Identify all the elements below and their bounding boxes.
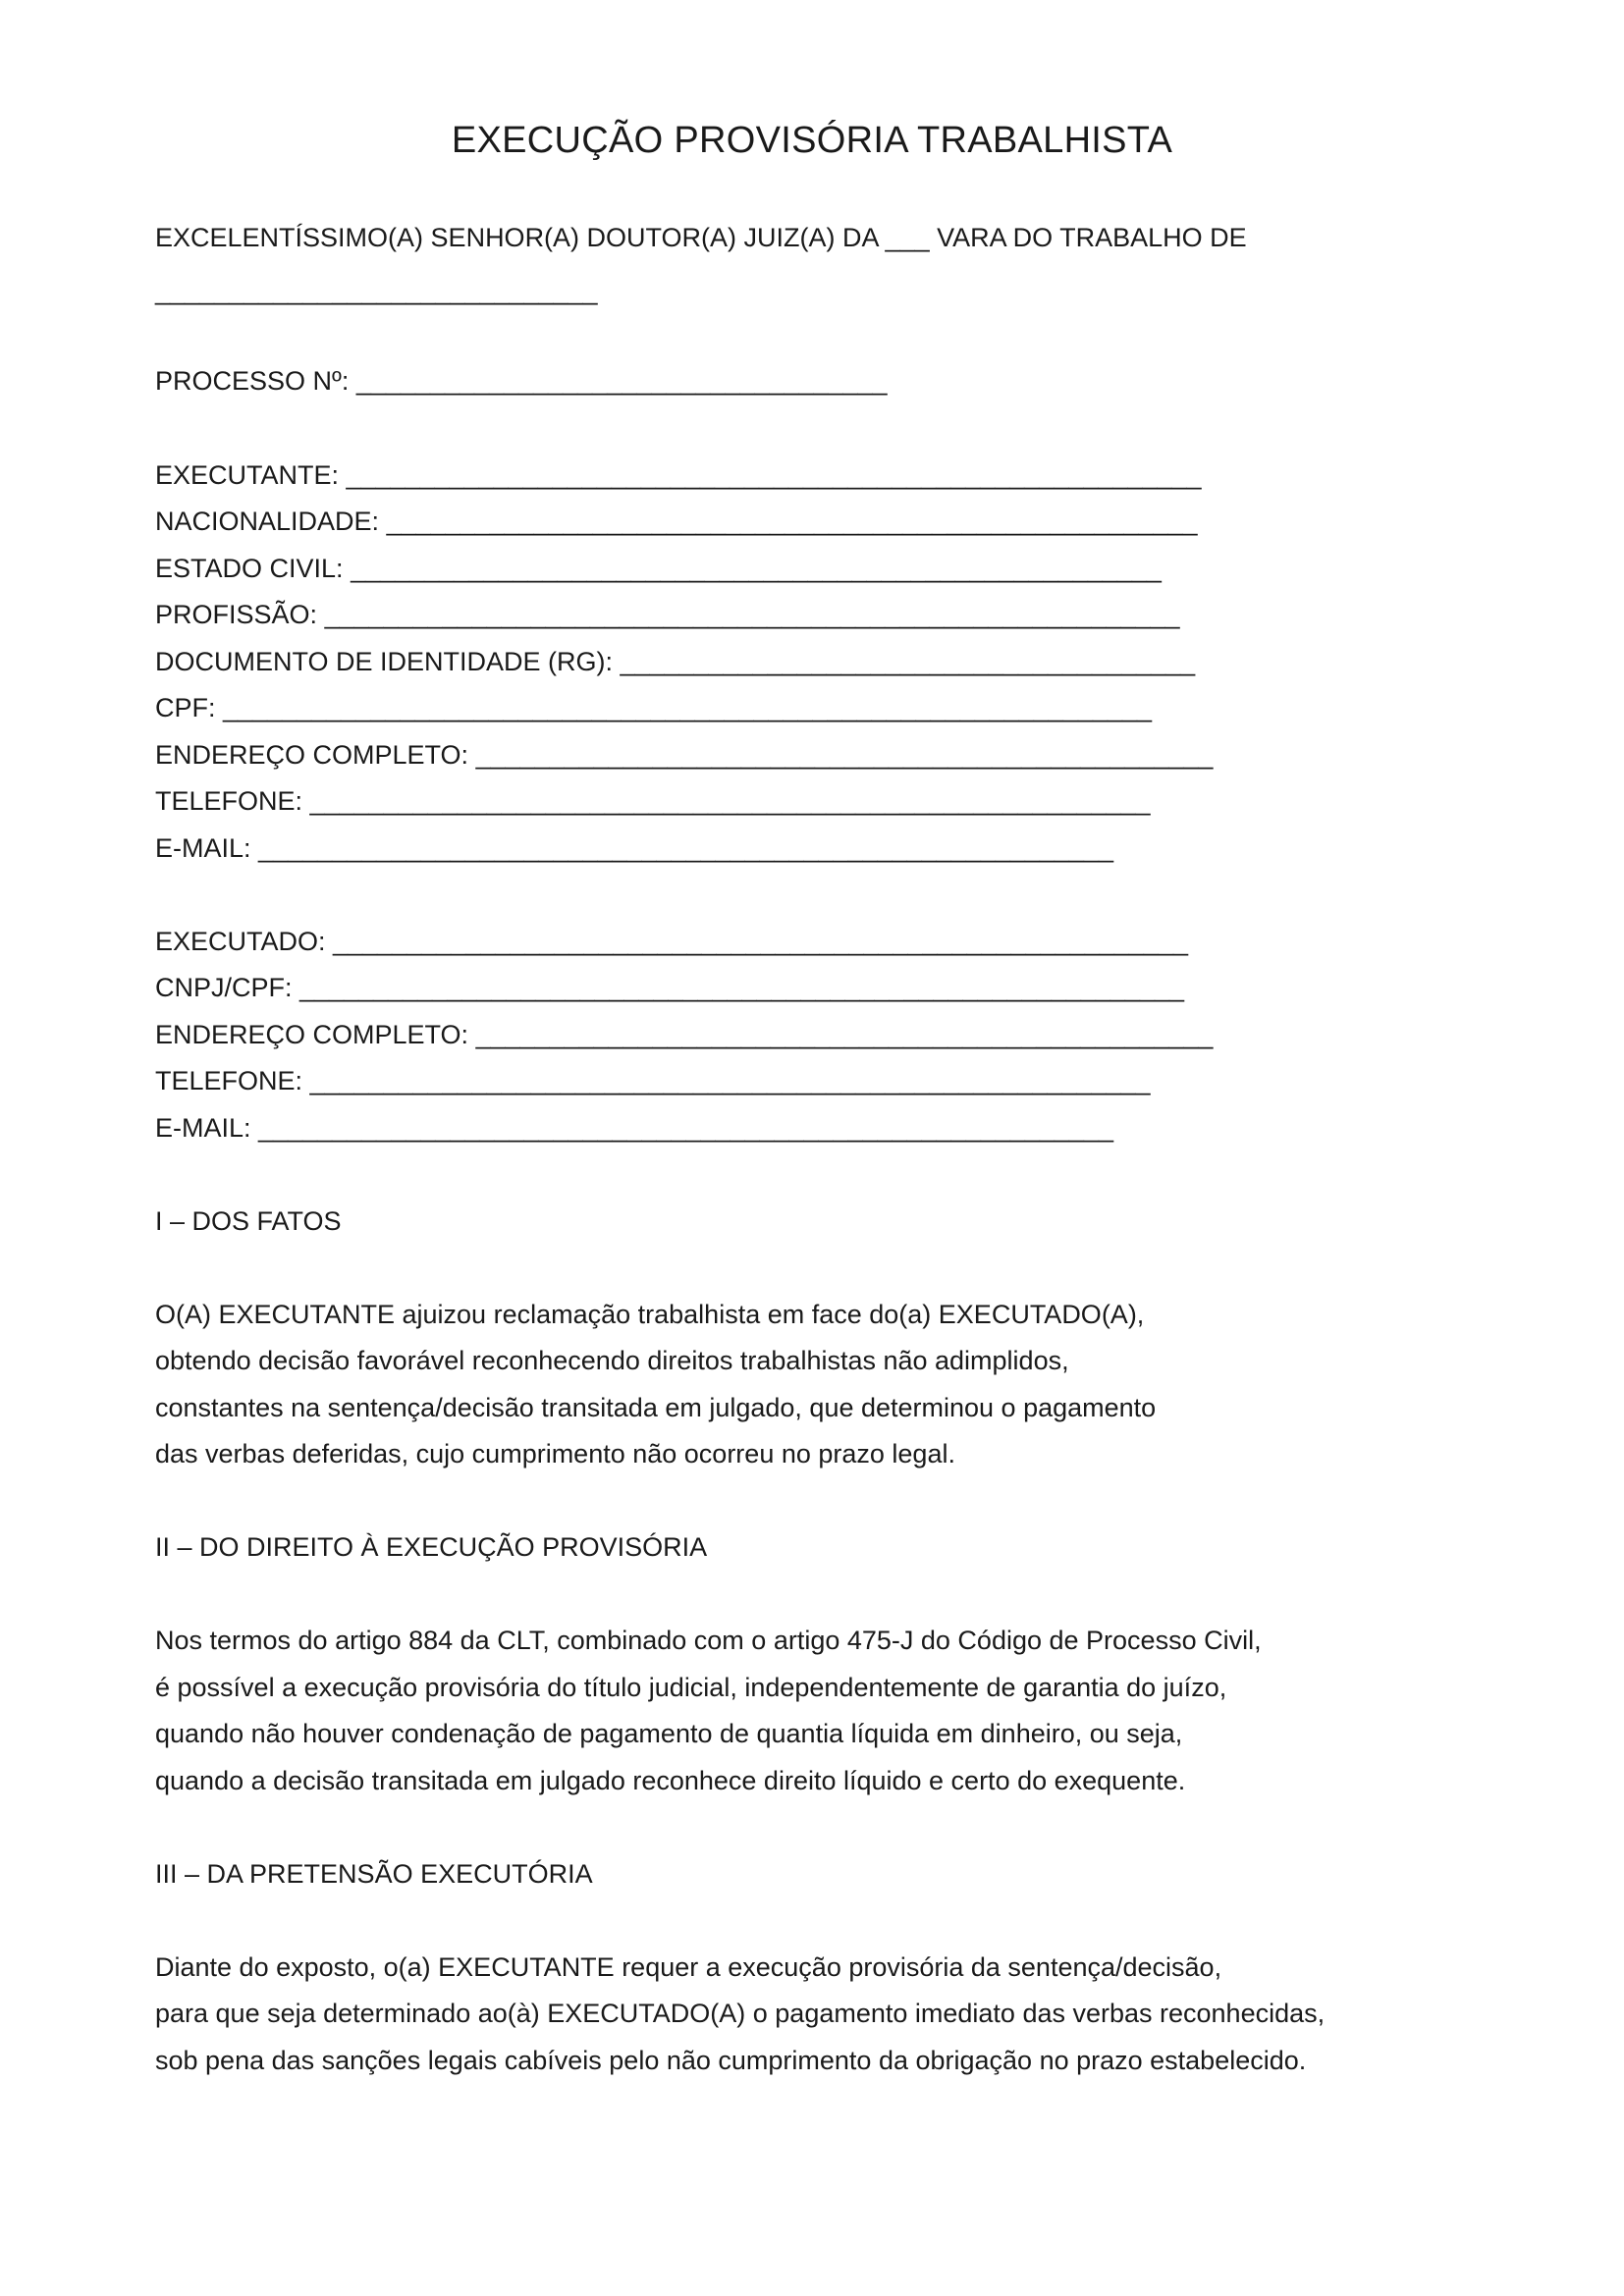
addressee-blank-line: ______________________________ <box>155 276 598 305</box>
field-blank: __________________________________________________ <box>475 740 1214 770</box>
field-blank: ____________________________________________________________ <box>299 973 1184 1002</box>
field-blank: _________________________________________________________ <box>309 786 1151 816</box>
field-label: E-MAIL: <box>155 1113 251 1143</box>
field-blank: __________________________________________________________ <box>258 1113 1113 1143</box>
field-blank: __________________________________________________________ <box>258 833 1113 863</box>
profissao-field <box>155 597 1180 632</box>
field-blank: __________________________________________________________ <box>333 927 1188 956</box>
executado-email-field <box>155 1110 1113 1146</box>
executante-field <box>155 457 1201 493</box>
estado-civil-field <box>155 551 1162 586</box>
field-blank: _______________________________________________________ <box>351 554 1162 583</box>
paragraph-line: sob pena das sanções legais cabíveis pelo não cumprimento da obrigação no prazo estabelecido. <box>155 2046 1307 2075</box>
field-label: TELEFONE: <box>155 1066 303 1095</box>
processo-field <box>155 363 888 399</box>
executado-telefone-field <box>155 1063 1150 1098</box>
nacionalidade-field <box>155 504 1197 539</box>
executante-telefone-field <box>155 783 1150 819</box>
field-label: PROFISSÃO: <box>155 600 318 629</box>
cnpj-cpf-field <box>155 970 1184 1005</box>
paragraph-line: O(A) EXECUTANTE ajuizou reclamação trabalhista em face do(a) EXECUTADO(A), <box>155 1300 1145 1329</box>
paragraph-line: quando a decisão transitada em julgado reconhece direito líquido e certo do exequente. <box>155 1766 1186 1795</box>
paragraph-line: constantes na sentença/decisão transitada em julgado, que determinou o pagamento <box>155 1393 1157 1422</box>
section-heading-direito: II – DO DIREITO À EXECUÇÃO PROVISÓRIA <box>155 1532 708 1562</box>
field-label: ESTADO CIVIL: <box>155 554 344 583</box>
field-label: PROCESSO Nº: <box>155 366 350 396</box>
cpf-field <box>155 690 1152 725</box>
rg-field <box>155 644 1195 679</box>
paragraph-line: é possível a execução provisória do título judicial, independentemente de garantia do juízo, <box>155 1673 1227 1702</box>
executante-email-field <box>155 830 1113 866</box>
paragraph-line: Diante do exposto, o(a) EXECUTANTE requer a execução provisória da sentença/decisão, <box>155 1952 1222 1982</box>
field-label: TELEFONE: <box>155 786 303 816</box>
field-blank: ____________________________________ <box>355 366 888 396</box>
field-blank: __________________________________________________________ <box>346 460 1202 490</box>
field-blank: _______________________________________________________ <box>386 507 1198 536</box>
field-label: DOCUMENTO DE IDENTIDADE (RG): <box>155 647 614 676</box>
paragraph-line: das verbas deferidas, cujo cumprimento não ocorreu no prazo legal. <box>155 1439 955 1468</box>
executante-endereco-field <box>155 737 1213 773</box>
field-blank: _________________________________________________________ <box>309 1066 1151 1095</box>
field-label: EXECUTADO: <box>155 927 326 956</box>
field-label: NACIONALIDADE: <box>155 507 380 536</box>
field-label: ENDEREÇO COMPLETO: <box>155 740 469 770</box>
field-label: ENDEREÇO COMPLETO: <box>155 1020 469 1049</box>
field-blank: __________________________________________________ <box>475 1020 1214 1049</box>
field-blank: _______________________________________ <box>620 647 1196 676</box>
paragraph-line: obtendo decisão favorável reconhecendo direitos trabalhistas não adimplidos, <box>155 1346 1069 1375</box>
field-blank: __________________________________________________________ <box>324 600 1180 629</box>
paragraph-line: para que seja determinado ao(à) EXECUTADO(A) o pagamento imediato das verbas reconhecidas, <box>155 1999 1326 2028</box>
field-blank: _______________________________________________________________ <box>223 693 1153 722</box>
field-label: CPF: <box>155 693 216 722</box>
field-label: E-MAIL: <box>155 833 251 863</box>
paragraph-line: Nos termos do artigo 884 da CLT, combinado com o artigo 475-J do Código de Processo Civil, <box>155 1626 1262 1655</box>
executado-field <box>155 924 1188 959</box>
section-heading-fatos: I – DOS FATOS <box>155 1206 342 1236</box>
executado-endereco-field <box>155 1017 1213 1052</box>
paragraph-line: quando não houver condenação de pagamento de quantia líquida em dinheiro, ou seja, <box>155 1719 1183 1748</box>
addressee-line: EXCELENTÍSSIMO(A) SENHOR(A) DOUTOR(A) JUIZ(A) DA ___ VARA DO TRABALHO DE <box>155 223 1247 252</box>
field-label: EXECUTANTE: <box>155 460 340 490</box>
section-heading-pretensao: III – DA PRETENSÃO EXECUTÓRIA <box>155 1859 593 1889</box>
field-label: CNPJ/CPF: <box>155 973 293 1002</box>
document-title: EXECUÇÃO PROVISÓRIA TRABALHISTA <box>451 120 1173 161</box>
